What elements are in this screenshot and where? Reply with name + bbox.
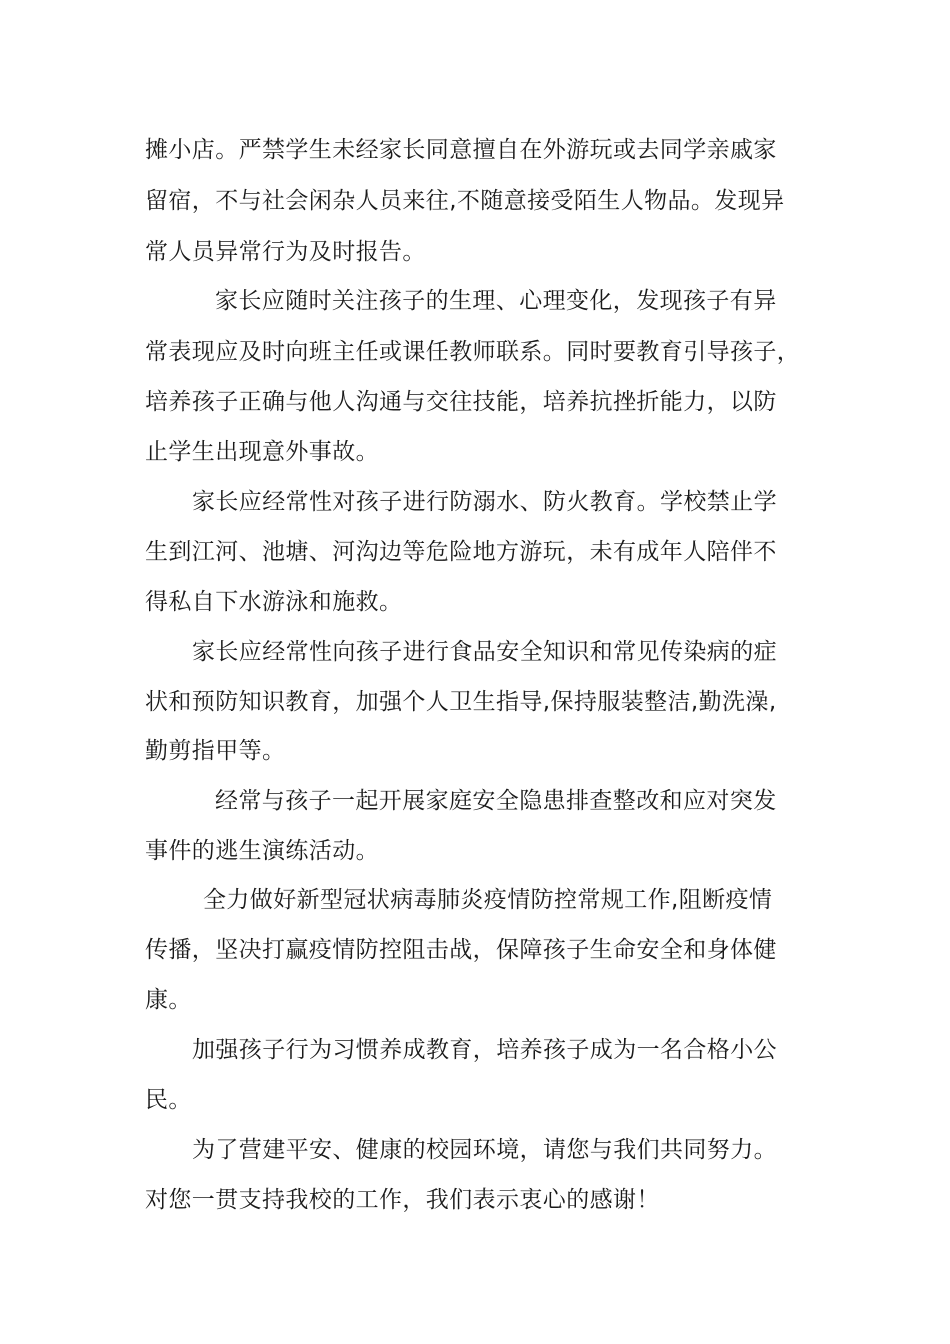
text-line: 生到江河、池塘、河沟边等危险地方游玩，未有成年人陪伴不 [145,539,777,565]
text-line: 常表现应及时向班主任或课任教师联系。同时要教育引导孩子， [145,339,801,365]
text-line: 培养孩子正确与他人沟通与交往技能，培养抗挫折能力，以防 [145,389,777,415]
text-line: 留宿，不与社会闲杂人员来往,不随意接受陌生人物品。发现异 [145,188,785,214]
paragraph-first-line: 家长应经常性向孩子进行食品安全知识和常见传染病的症 [192,639,777,665]
text-line: 传播，坚决打赢疫情防控阻击战，保障孩子生命安全和身体健 [145,937,777,963]
text-line: 得私自下水游泳和施救。 [145,589,403,615]
paragraph-first-line: 经常与孩子一起开展家庭安全隐患排查整改和应对突发 [215,788,777,814]
text-line: 事件的逃生演练活动。 [145,838,379,864]
text-line: 止学生出现意外事故。 [145,439,379,465]
paragraph-first-line: 为了营建平安、健康的校园环境，请您与我们共同努力。 [192,1137,777,1163]
paragraph-first-line: 加强孩子行为习惯养成教育，培养孩子成为一名合格小公 [192,1037,777,1063]
text-line: 康。 [145,987,192,1013]
text-line: 对您一贯支持我校的工作，我们表示衷心的感谢！ [145,1187,660,1213]
paragraph-first-line: 全力做好新型冠状病毒肺炎疫情防控常规工作,阻断疫情 [203,887,773,913]
text-line: 民。 [145,1087,192,1113]
text-line: 勤剪指甲等。 [145,738,286,764]
text-line: 摊小店。严禁学生未经家长同意擅自在外游玩或去同学亲戚家 [145,137,777,163]
text-line: 常人员异常行为及时报告。 [145,239,426,265]
text-line: 状和预防知识教育，加强个人卫生指导,保持服装整洁,勤洗澡, [145,689,777,715]
paragraph-first-line: 家长应随时关注孩子的生理、心理变化，发现孩子有异 [215,288,777,314]
paragraph-first-line: 家长应经常性对孩子进行防溺水、防火教育。学校禁止学 [192,489,777,515]
